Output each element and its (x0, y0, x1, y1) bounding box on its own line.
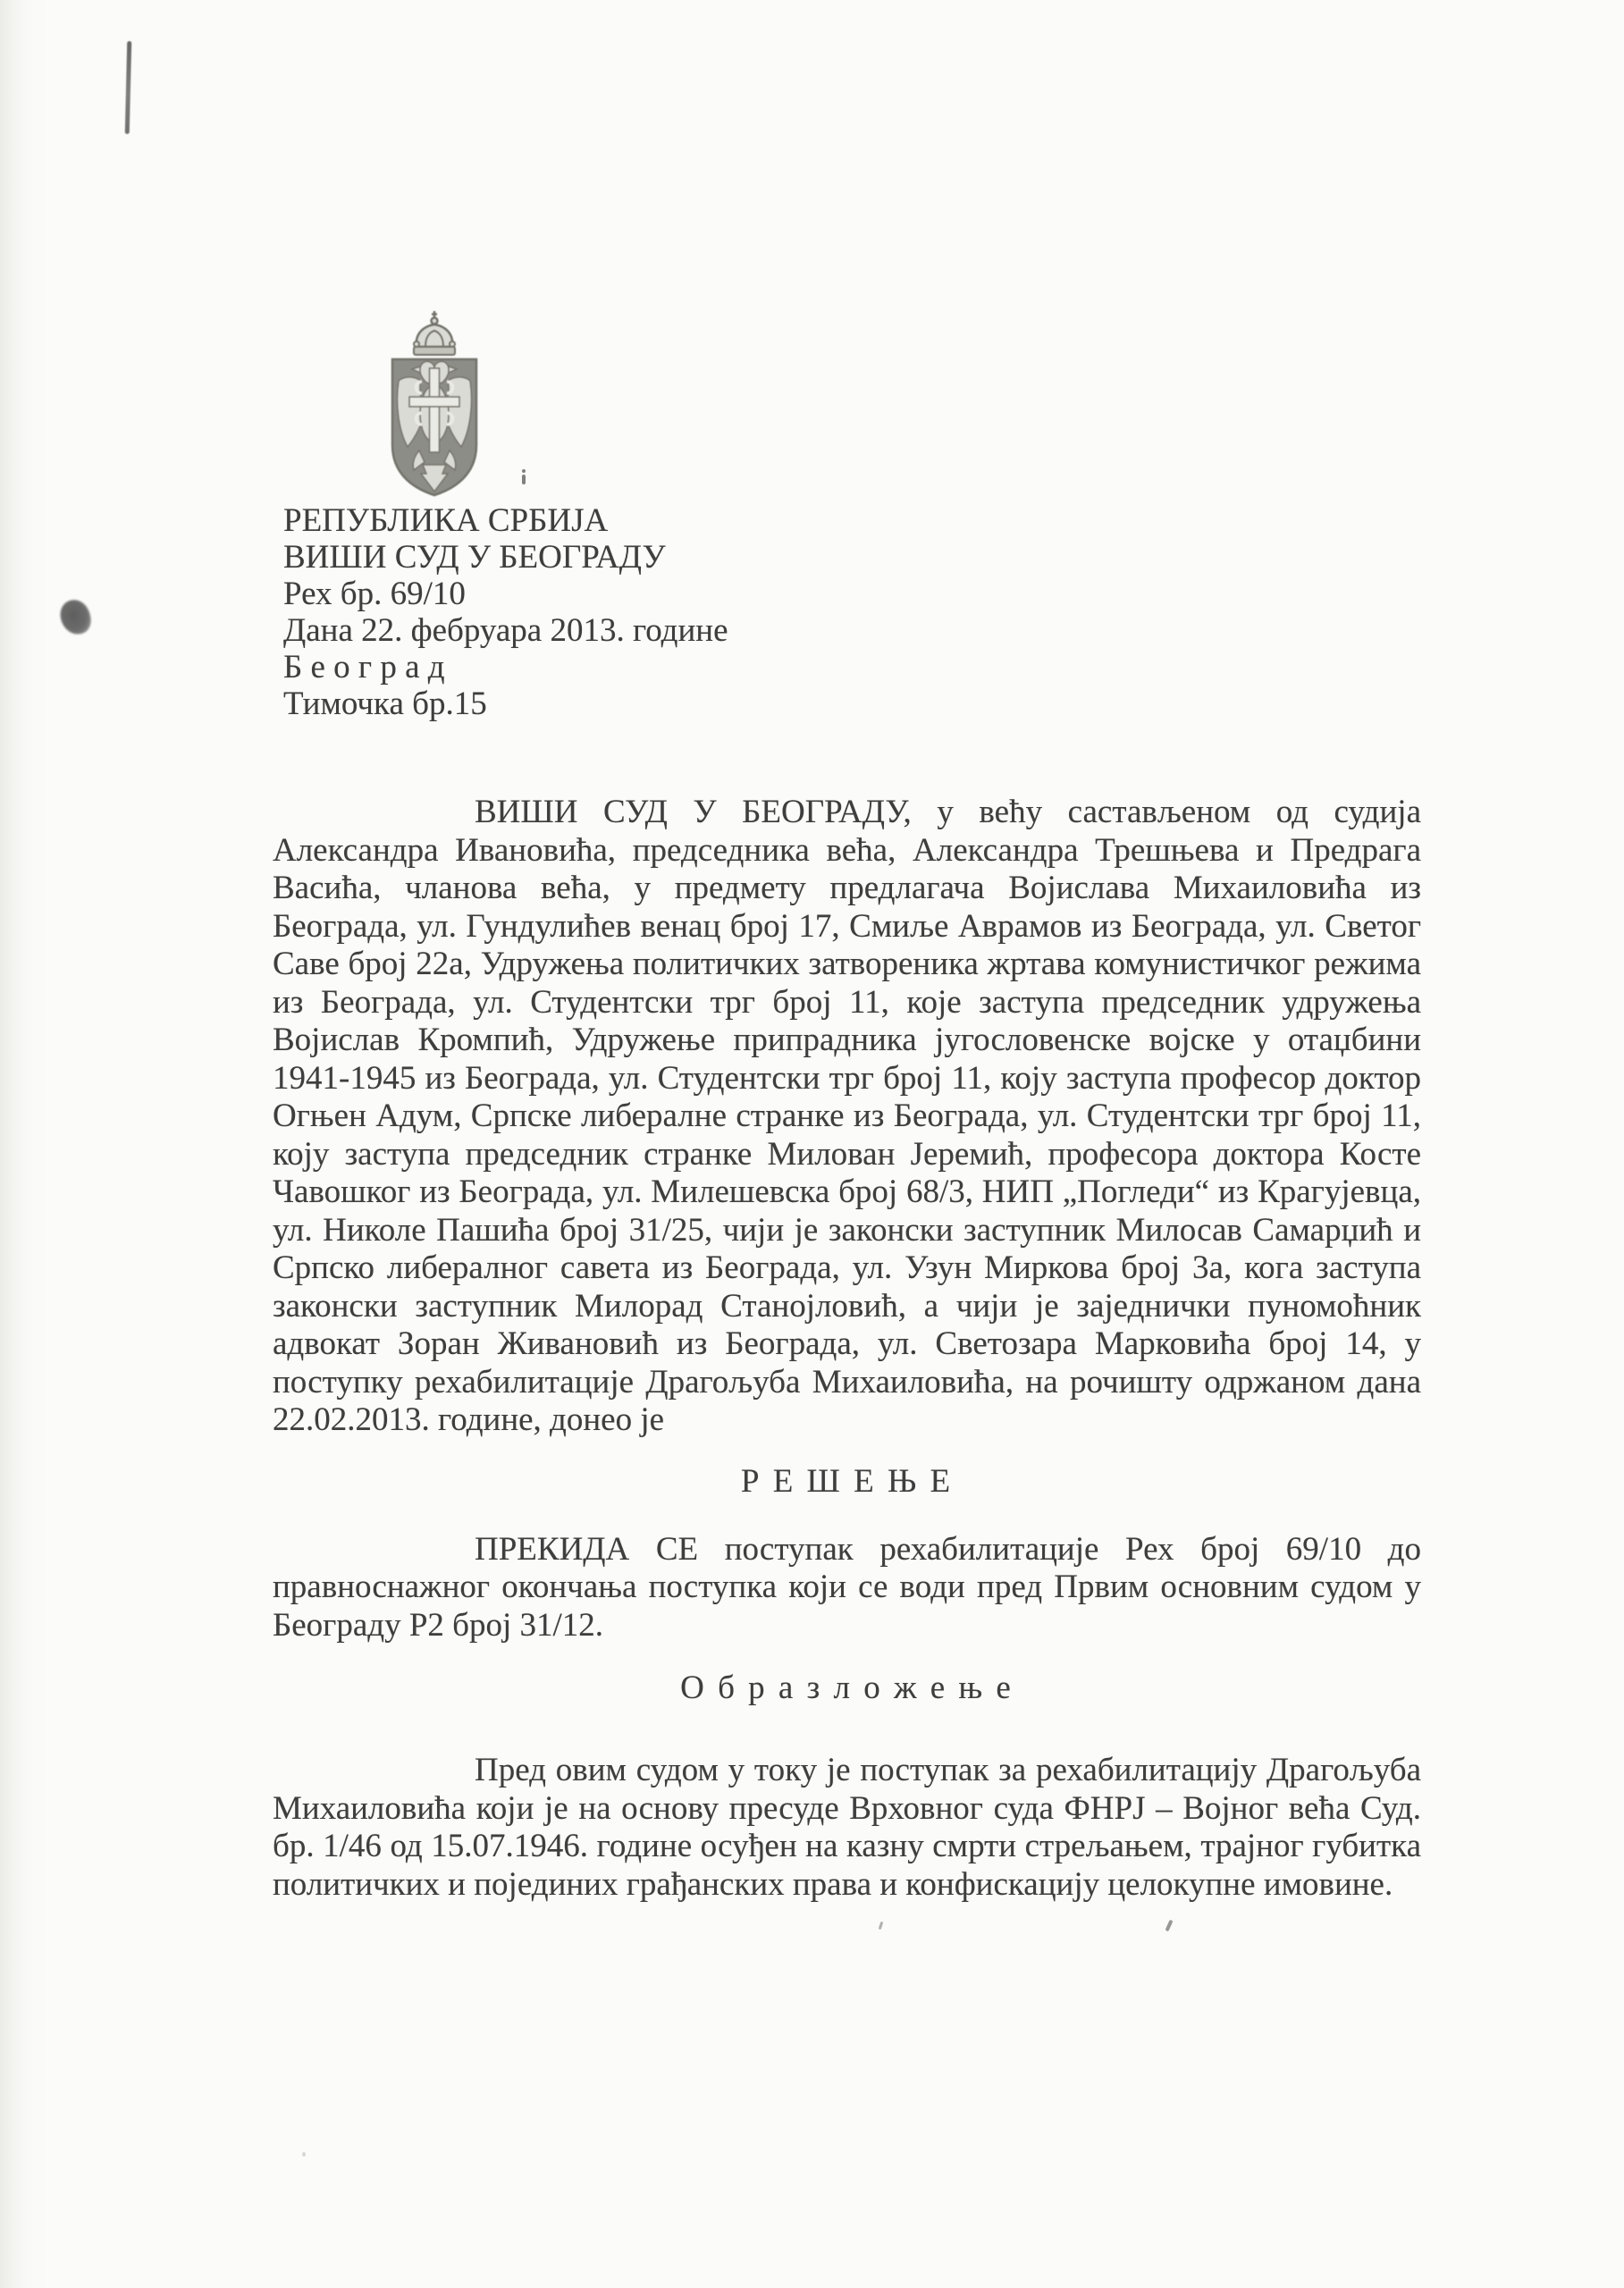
letterhead-case-number: Рех бр. 69/10 (283, 576, 466, 612)
letterhead-court: ВИШИ СУД У БЕОГРАДУ (283, 539, 666, 576)
scan-left-edge-shadow (0, 0, 50, 2288)
letterhead (283, 502, 1421, 722)
letterhead-country: РЕПУБЛИКА СРБИЈА (283, 502, 609, 539)
ruling-paragraph: ПРЕКИДА СЕ поступак рехабилитације Рех број 69/10 до правноснажног окончања поступка који се води пред Првим основним судом у Београду Р2 број 31/12. (273, 1530, 1421, 1644)
scan-speck (302, 2152, 306, 2157)
scan-speck (1165, 1920, 1174, 1932)
letterhead-date: Дана 22. фебруара 2013. године (283, 612, 728, 649)
crown-icon (414, 311, 455, 355)
letterhead-city: Б е о г р а д (283, 649, 445, 686)
reasoning-heading: О б р а з л о ж е њ е (680, 1670, 1014, 1706)
intro-paragraph: ВИШИ СУД У БЕОГРАДУ, у већу састављеном од судија Александра Ивановића, председника већа, Александра Трешњева и Предрага Васића, чланова већа, у предмету предлагача Војислава Михаиловића из Београда, ул. Гундулићев венац број 17, Смиље Аврамов из Београда, ул. Светог Саве број 22а, Удружења политичких затвореника жртава комунистичког режима из Београда, ул. Студентски трг број 11, које заступа председник удружења Војислав Кромпић, Удружење припрадника југословенске војске у отаџбини 1941-1945 из Београда, ул. Студентски трг број 11, коју заступа професор доктор Огњен Адум, Српске либералне странке из Београда, ул. Студентски трг број 11, коју заступа председник странке Милован Јеремић, професора доктора Косте Чавошког из Београда, ул. Милешевска број 68/3, НИП „Погледи“ из Крагујевца, ул. Николе Пашића број 31/25, чији је законски заступник Милосав Самарџић и Српско либералног савета из Београда, ул. Узун Миркова број 3а, кога заступа законски заступник Милорад Станојловић, а чији је заједнички пуномоћник адвокат Зоран Живановић из Београда, ул. Светозара Марковића број 14, у поступку рехабилитације Драгољуба Михаиловића, на рочишту одржаном дана 22.02.2013. године, донео је (273, 794, 1421, 1438)
document-content (273, 311, 1421, 1904)
ink-blot-stain (57, 597, 93, 637)
reasoning-paragraph: Пред овим судом у току је поступак за рехабилитацију Драгољуба Михаиловића који је на основу пресуде Врховног суда ФНРЈ – Војног већа Суд. бр. 1/46 од 15.07.1946. године осуђен на казну смрти стрељањем, трајног губитка политичких и појединих грађанских права и конфискацију целокупне имовине. (273, 1752, 1421, 1903)
serbia-coat-of-arms-icon (380, 311, 489, 497)
letterhead-address: Тимочка бр.15 (283, 686, 487, 722)
pen-stroke-mark (125, 41, 132, 134)
scan-speck (879, 1922, 884, 1930)
ruling-heading: Р Е Ш Е Њ Е (740, 1462, 954, 1500)
